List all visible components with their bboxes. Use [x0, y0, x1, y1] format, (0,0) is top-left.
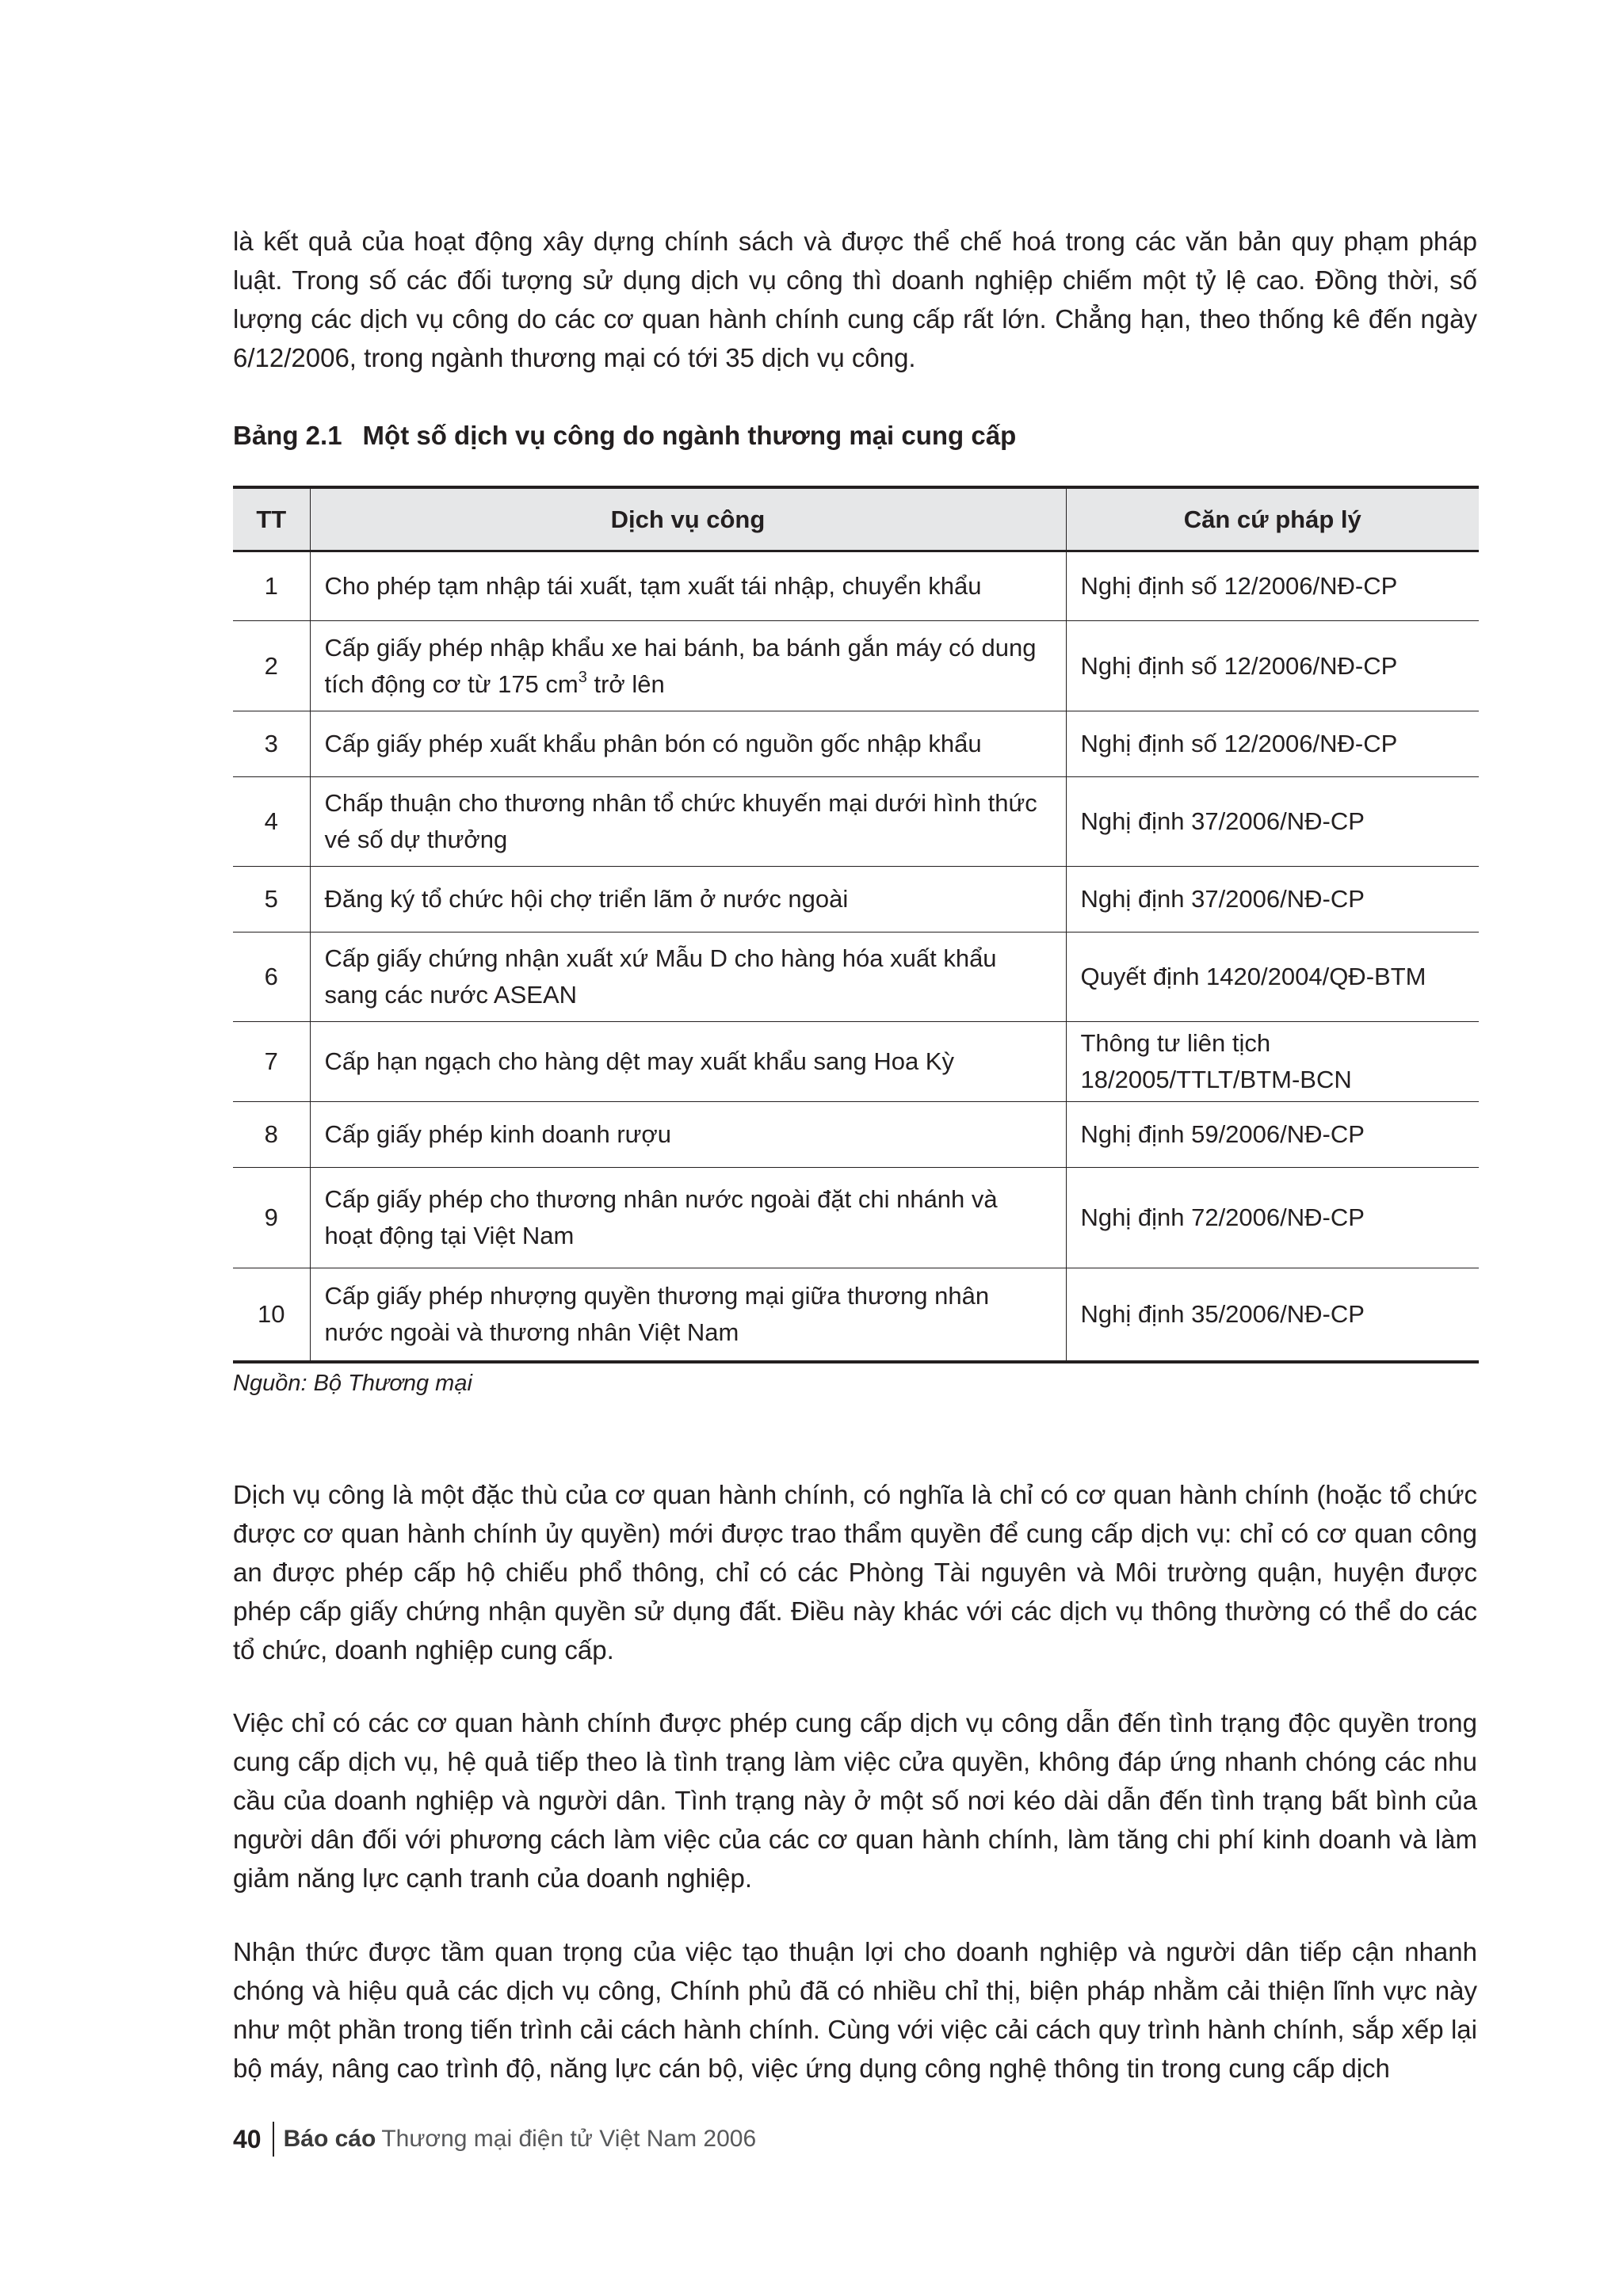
legal-basis-cell: Nghị định số 12/2006/NĐ-CP	[1066, 621, 1479, 711]
service-cell: Cấp giấy phép xuất khẩu phân bón có nguồn gốc nhập khẩu	[310, 711, 1066, 777]
table-row	[233, 1022, 1479, 1102]
body-paragraph: Nhận thức được tầm quan trọng của việc tạo thuận lợi cho doanh nghiệp và người dân tiếp cận nhanh chóng và hiệu quả các dịch vụ công, Chính phủ đã có nhiều chỉ thị, biện pháp nhằm cải thiện lĩnh vực này như một phần trong tiến trình cải cách hành chính. Cùng với việc cải cách quy trình hành chính, sắp xếp lại bộ máy, nâng cao trình độ, năng lực cán bộ, việc ứng dụng công nghệ thông tin trong cung cấp dịch	[233, 1937, 1477, 2083]
page-number: 40	[233, 2124, 262, 2153]
table-row	[233, 551, 1479, 621]
column-header-legal: Căn cứ pháp lý	[1066, 487, 1479, 551]
legal-basis-cell: Nghị định 59/2006/NĐ-CP	[1066, 1102, 1479, 1168]
legal-basis-cell: Quyết định 1420/2004/QĐ-BTM	[1066, 933, 1479, 1022]
table-row	[233, 777, 1479, 867]
intro-paragraph: là kết quả của hoạt động xây dựng chính sách và được thể chế hoá trong các văn bản quy phạm pháp luật. Trong số các đối tượng sử dụng dịch vụ công thì doanh nghiệp chiếm một tỷ lệ cao. Đồng thời, số lượng các dịch vụ công do các cơ quan hành chính cung cấp rất lớn. Chẳng hạn, theo thống kê đến ngày 6/12/2006, trong ngành thương mại có tới 35 dịch vụ công.	[233, 227, 1477, 372]
page-footer	[233, 2119, 756, 2160]
service-cell: Cấp hạn ngạch cho hàng dệt may xuất khẩu sang Hoa Kỳ	[310, 1022, 1066, 1102]
table-number: Bảng 2.1	[233, 421, 342, 450]
services-table	[233, 486, 1479, 1363]
legal-basis-cell: Thông tư liên tịch 18/2005/TTLT/BTM-BCN	[1066, 1022, 1479, 1102]
service-text: Cấp giấy phép nhập khẩu xe hai bánh, ba bánh gắn máy có dung tích động cơ từ 175 cm	[324, 633, 1037, 698]
row-number: 8	[233, 1102, 310, 1168]
row-number: 4	[233, 777, 310, 867]
table-row	[233, 1268, 1479, 1363]
row-number: 3	[233, 711, 310, 777]
footer-report-title: Thương mại điện tử Việt Nam 2006	[381, 2126, 757, 2152]
table-row	[233, 1102, 1479, 1168]
service-cell: Cho phép tạm nhập tái xuất, tạm xuất tái nhập, chuyển khẩu	[310, 551, 1066, 621]
footer-divider	[273, 2122, 274, 2157]
legal-basis-cell: Nghị định 35/2006/NĐ-CP	[1066, 1268, 1479, 1363]
table-title-text: Một số dịch vụ công do ngành thương mại cung cấp	[362, 421, 1017, 450]
legal-basis-cell: Nghị định 37/2006/NĐ-CP	[1066, 867, 1479, 933]
body-paragraph: Dịch vụ công là một đặc thù của cơ quan hành chính, có nghĩa là chỉ có cơ quan hành chính (hoặc tổ chức được cơ quan hành chính ủy quyền) mới được trao thẩm quyền để cung cấp dịch vụ: chỉ có cơ quan công an được phép cấp hộ chiếu phổ thông, chỉ có các Phòng Tài nguyên và Môi trường quận, huyện được phép cấp giấy chứng nhận quyền sử dụng đất. Điều này khác với các dịch vụ thông thường có thể do các tổ chức, doanh nghiệp cung cấp.	[233, 1480, 1477, 1665]
table-header-row	[233, 487, 1479, 551]
row-number: 9	[233, 1168, 310, 1268]
table-row	[233, 621, 1479, 711]
service-cell: Cấp giấy chứng nhận xuất xứ Mẫu D cho hàng hóa xuất khẩu sang các nước ASEAN	[310, 933, 1066, 1022]
service-cell: Đăng ký tổ chức hội chợ triển lãm ở nước ngoài	[310, 867, 1066, 933]
service-cell	[310, 621, 1066, 711]
row-number: 1	[233, 551, 310, 621]
column-header-tt: TT	[233, 487, 310, 551]
service-cell: Cấp giấy phép cho thương nhân nước ngoài đặt chi nhánh và hoạt động tại Việt Nam	[310, 1168, 1066, 1268]
legal-basis-cell: Nghị định số 12/2006/NĐ-CP	[1066, 551, 1479, 621]
source-note: Nguồn: Bộ Thương mại	[233, 1371, 472, 1396]
table-row	[233, 933, 1479, 1022]
row-number: 5	[233, 867, 310, 933]
service-cell: Cấp giấy phép nhượng quyền thương mại giữa thương nhân nước ngoài và thương nhân Việt Nam	[310, 1268, 1066, 1363]
superscript-cubed: 3	[578, 668, 587, 686]
service-cell: Chấp thuận cho thương nhân tổ chức khuyến mại dưới hình thức vé số dự thưởng	[310, 777, 1066, 867]
table-caption	[233, 417, 1016, 455]
legal-basis-cell: Nghị định số 12/2006/NĐ-CP	[1066, 711, 1479, 777]
table-row	[233, 1168, 1479, 1268]
service-cell: Cấp giấy phép kinh doanh rượu	[310, 1102, 1066, 1168]
table-row	[233, 867, 1479, 933]
body-paragraph: Việc chỉ có các cơ quan hành chính được phép cung cấp dịch vụ công dẫn đến tình trạng độc quyền trong cung cấp dịch vụ, hệ quả tiếp theo là tình trạng làm việc cửa quyền, không đáp ứng nhanh chóng các nhu cầu của doanh nghiệp và người dân. Tình trạng này ở một số nơi kéo dài dẫn đến tình trạng bất bình của người dân đối với phương cách làm việc của các cơ quan hành chính, làm tăng chi phí kinh doanh và làm giảm năng lực cạnh tranh của doanh nghiệp.	[233, 1708, 1477, 1893]
row-number: 6	[233, 933, 310, 1022]
table-row	[233, 711, 1479, 777]
legal-basis-cell: Nghị định 37/2006/NĐ-CP	[1066, 777, 1479, 867]
legal-basis-cell: Nghị định 72/2006/NĐ-CP	[1066, 1168, 1479, 1268]
footer-report-label: Báo cáo	[283, 2126, 376, 2152]
row-number: 2	[233, 621, 310, 711]
row-number: 10	[233, 1268, 310, 1363]
row-number: 7	[233, 1022, 310, 1102]
column-header-service: Dịch vụ công	[310, 487, 1066, 551]
service-text-tail: trở lên	[586, 669, 665, 698]
